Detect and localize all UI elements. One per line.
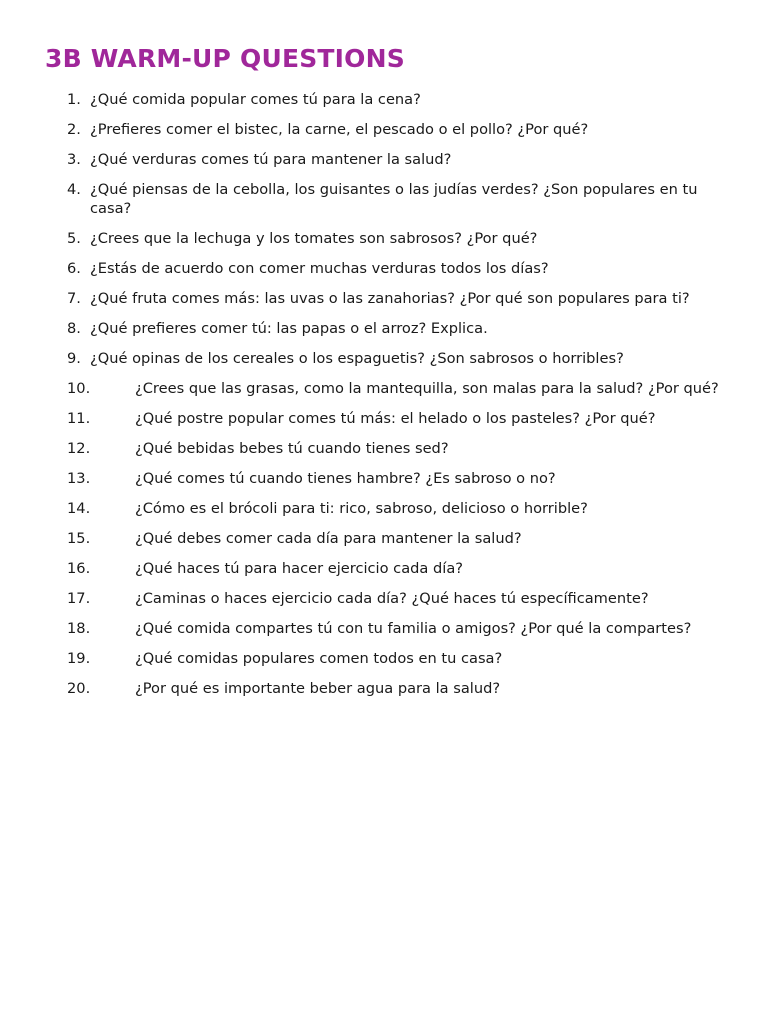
question-text: ¿Qué haces tú para hacer ejercicio cada día? xyxy=(135,560,464,577)
question-text: ¿Qué comes tú cuando tienes hambre? ¿Es sabroso o no? xyxy=(135,470,556,487)
list-item xyxy=(0,439,768,458)
item-number: 20. xyxy=(67,680,91,697)
item-number: 19. xyxy=(67,650,91,667)
question-text: ¿Qué fruta comes más: las uvas o las zanahorias? ¿Por qué son populares para ti? xyxy=(90,290,690,307)
list-item xyxy=(0,90,768,109)
question-text: ¿Qué debes comer cada día para mantener la salud? xyxy=(135,530,522,547)
list-item xyxy=(0,469,768,488)
question-list xyxy=(0,90,768,709)
question-text: ¿Crees que las grasas, como la mantequilla, son malas para la salud? ¿Por qué? xyxy=(135,380,719,397)
list-item xyxy=(0,319,768,338)
list-item xyxy=(0,120,768,139)
item-number: 3. xyxy=(67,151,81,168)
question-text: ¿Qué comida popular comes tú para la cena? xyxy=(90,91,421,108)
list-item xyxy=(0,289,768,308)
question-text: ¿Qué prefieres comer tú: las papas o el arroz? Explica. xyxy=(90,320,488,337)
item-number: 14. xyxy=(67,500,91,517)
item-number: 16. xyxy=(67,560,91,577)
list-item xyxy=(0,180,768,218)
question-text: ¿Qué verduras comes tú para mantener la salud? xyxy=(90,151,452,168)
item-number: 2. xyxy=(67,121,81,138)
item-number: 10. xyxy=(67,380,91,397)
list-item xyxy=(0,529,768,548)
list-item xyxy=(0,559,768,578)
question-text: ¿Qué opinas de los cereales o los espaguetis? ¿Son sabrosos o horribles? xyxy=(90,350,624,367)
list-item xyxy=(0,499,768,518)
item-number: 12. xyxy=(67,440,91,457)
list-item xyxy=(0,679,768,698)
item-number: 9. xyxy=(67,350,81,367)
question-text: ¿Qué comida compartes tú con tu familia o amigos? ¿Por qué la compartes? xyxy=(135,620,692,637)
item-number: 6. xyxy=(67,260,81,277)
question-text: ¿Qué comidas populares comen todos en tu casa? xyxy=(135,650,503,667)
item-number: 15. xyxy=(67,530,91,547)
question-text: ¿Cómo es el brócoli para ti: rico, sabroso, delicioso o horrible? xyxy=(135,500,588,517)
question-text: ¿Qué piensas de la cebolla, los guisantes o las judías verdes? ¿Son populares en tu casa? xyxy=(90,181,698,217)
question-text: ¿Por qué es importante beber agua para la salud? xyxy=(135,680,501,697)
question-text: ¿Qué postre popular comes tú más: el helado o los pasteles? ¿Por qué? xyxy=(135,410,656,427)
item-number: 1. xyxy=(67,91,81,108)
item-number: 5. xyxy=(67,230,81,247)
question-text: ¿Estás de acuerdo con comer muchas verduras todos los días? xyxy=(90,260,549,277)
list-item xyxy=(0,649,768,668)
list-item xyxy=(0,379,768,398)
item-number: 11. xyxy=(67,410,91,427)
item-number: 8. xyxy=(67,320,81,337)
item-number: 13. xyxy=(67,470,91,487)
list-item xyxy=(0,259,768,278)
list-item xyxy=(0,619,768,638)
question-text: ¿Prefieres comer el bistec, la carne, el pescado o el pollo? ¿Por qué? xyxy=(90,121,589,138)
item-number: 17. xyxy=(67,590,91,607)
list-item xyxy=(0,589,768,608)
list-item xyxy=(0,349,768,368)
list-item xyxy=(0,229,768,248)
list-item xyxy=(0,409,768,428)
list-item xyxy=(0,150,768,169)
page-title: 3B WARM-UP QUESTIONS xyxy=(45,44,405,73)
item-number: 7. xyxy=(67,290,81,307)
item-number: 18. xyxy=(67,620,91,637)
question-text: ¿Qué bebidas bebes tú cuando tienes sed? xyxy=(135,440,449,457)
question-text: ¿Caminas o haces ejercicio cada día? ¿Qué haces tú específicamente? xyxy=(135,590,649,607)
item-number: 4. xyxy=(67,181,81,198)
question-text: ¿Crees que la lechuga y los tomates son sabrosos? ¿Por qué? xyxy=(90,230,538,247)
